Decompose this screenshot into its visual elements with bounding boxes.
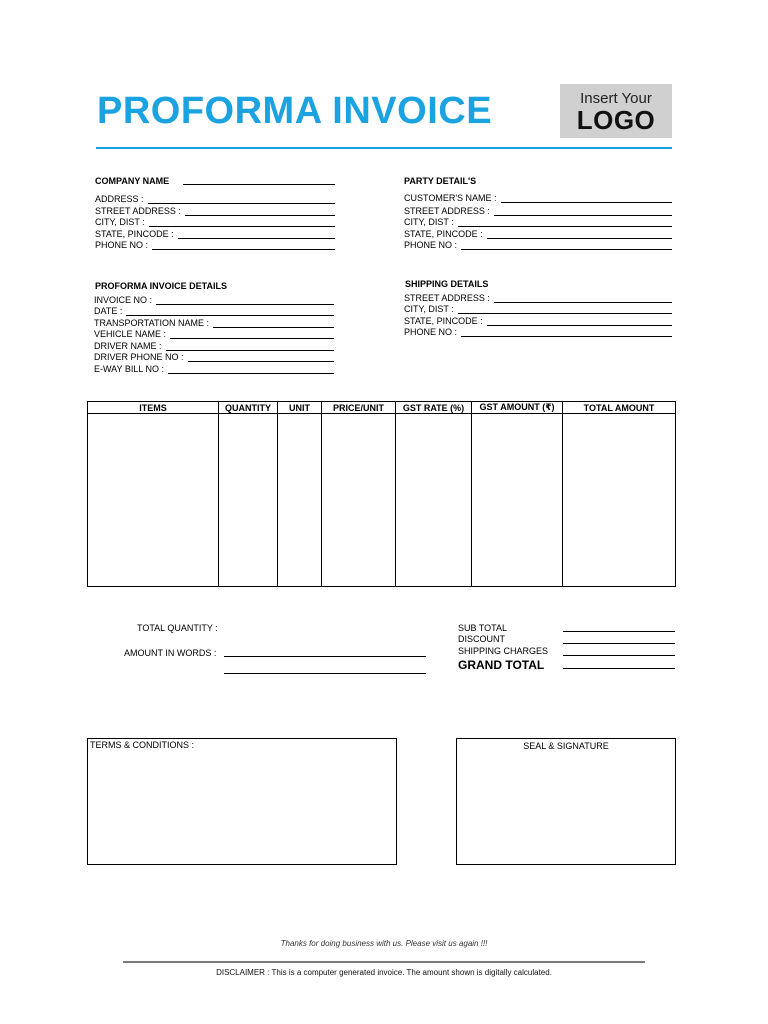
quantity-cell[interactable] — [219, 414, 278, 587]
shipping-charges-line[interactable] — [563, 655, 675, 656]
col-gst-amount: GST AMOUNT (₹) — [472, 402, 563, 414]
shipping-street-address-field[interactable]: STREET ADDRESS : — [404, 292, 672, 303]
transportation-name-field[interactable]: TRANSPORTATION NAME : — [94, 317, 334, 328]
footer-divider — [123, 961, 645, 963]
company-city-field[interactable]: CITY, DIST : — [95, 216, 335, 227]
sub-total-line[interactable] — [563, 631, 675, 632]
gst-amount-cell[interactable] — [472, 414, 563, 587]
col-total-amount: TOTAL AMOUNT — [563, 402, 676, 414]
party-details-heading: PARTY DETAIL'S — [404, 176, 477, 186]
company-state-field[interactable]: STATE, PINCODE : — [95, 228, 335, 239]
grand-total-line[interactable] — [563, 668, 675, 669]
party-street-address-field[interactable]: STREET ADDRESS : — [404, 205, 672, 216]
table-header-row — [88, 402, 676, 414]
shipping-charges-label: SHIPPING CHARGES — [458, 646, 549, 656]
invoice-details-heading: PROFORMA INVOICE DETAILS — [95, 281, 228, 291]
company-address-field[interactable]: ADDRESS : — [95, 193, 335, 204]
terms-box[interactable] — [87, 738, 397, 865]
col-items: ITEMS — [88, 402, 219, 414]
shipping-city-field[interactable]: CITY, DIST : — [404, 303, 672, 314]
discount-label: DISCOUNT — [458, 634, 505, 644]
party-state-field[interactable]: STATE, PINCODE : — [404, 228, 672, 239]
driver-phone-field[interactable]: DRIVER PHONE NO : — [94, 351, 334, 362]
party-customer-name-field[interactable]: CUSTOMER'S NAME : — [404, 192, 672, 203]
logo-text-line1: Insert Your — [580, 90, 652, 107]
total-quantity-label: TOTAL QUANTITY : — [137, 623, 218, 633]
unit-cell[interactable] — [278, 414, 322, 587]
amount-in-words-label: AMOUNT IN WORDS : — [124, 648, 217, 658]
shipping-details-heading: SHIPPING DETAILS — [405, 279, 489, 289]
items-cell[interactable] — [88, 414, 219, 587]
eway-bill-field[interactable]: E-WAY BILL NO : — [94, 363, 334, 374]
gst-rate-cell[interactable] — [396, 414, 472, 587]
table-row — [88, 414, 676, 587]
invoice-title: PROFORMA INVOICE — [97, 90, 493, 132]
col-price-unit: PRICE/UNIT — [322, 402, 396, 414]
amount-in-words-line-2[interactable] — [224, 673, 426, 674]
invoice-date-field[interactable]: DATE : — [94, 305, 334, 316]
thanks-message: Thanks for doing business with us. Please visit us again !!! — [280, 939, 488, 948]
terms-label: TERMS & CONDITIONS : — [90, 740, 195, 750]
shipping-phone-field[interactable]: PHONE NO : — [404, 326, 672, 337]
grand-total-label: GRAND TOTAL — [458, 658, 545, 672]
vehicle-name-field[interactable]: VEHICLE NAME : — [94, 328, 334, 339]
shipping-state-field[interactable]: STATE, PINCODE : — [404, 315, 672, 326]
col-quantity: QUANTITY — [219, 402, 278, 414]
header-divider — [96, 147, 672, 149]
company-phone-field[interactable]: PHONE NO : — [95, 239, 335, 250]
company-name-line — [183, 184, 335, 185]
sub-total-label: SUB TOTAL — [458, 623, 508, 633]
amount-in-words-line-1[interactable] — [224, 656, 426, 657]
logo-text-line2: LOGO — [576, 105, 656, 135]
invoice-no-field[interactable]: INVOICE NO : — [94, 294, 334, 305]
driver-name-field[interactable]: DRIVER NAME : — [94, 340, 334, 351]
total-amount-cell[interactable] — [563, 414, 676, 587]
col-gst-rate: GST RATE (%) — [396, 402, 472, 414]
party-phone-field[interactable]: PHONE NO : — [404, 239, 672, 250]
party-city-field[interactable]: CITY, DIST : — [404, 216, 672, 227]
col-unit: UNIT — [278, 402, 322, 414]
disclaimer-text: DISCLAIMER : This is a computer generated invoice. The amount shown is digitally calculated. — [216, 968, 552, 977]
company-name-heading: COMPANY NAME — [95, 176, 170, 186]
company-street-address-field[interactable]: STREET ADDRESS : — [95, 205, 335, 216]
seal-signature-label: SEAL & SIGNATURE — [523, 741, 609, 751]
seal-signature-box[interactable] — [456, 738, 676, 865]
price-unit-cell[interactable] — [322, 414, 396, 587]
logo-placeholder — [560, 84, 672, 138]
items-table — [87, 401, 676, 587]
discount-line[interactable] — [563, 643, 675, 644]
